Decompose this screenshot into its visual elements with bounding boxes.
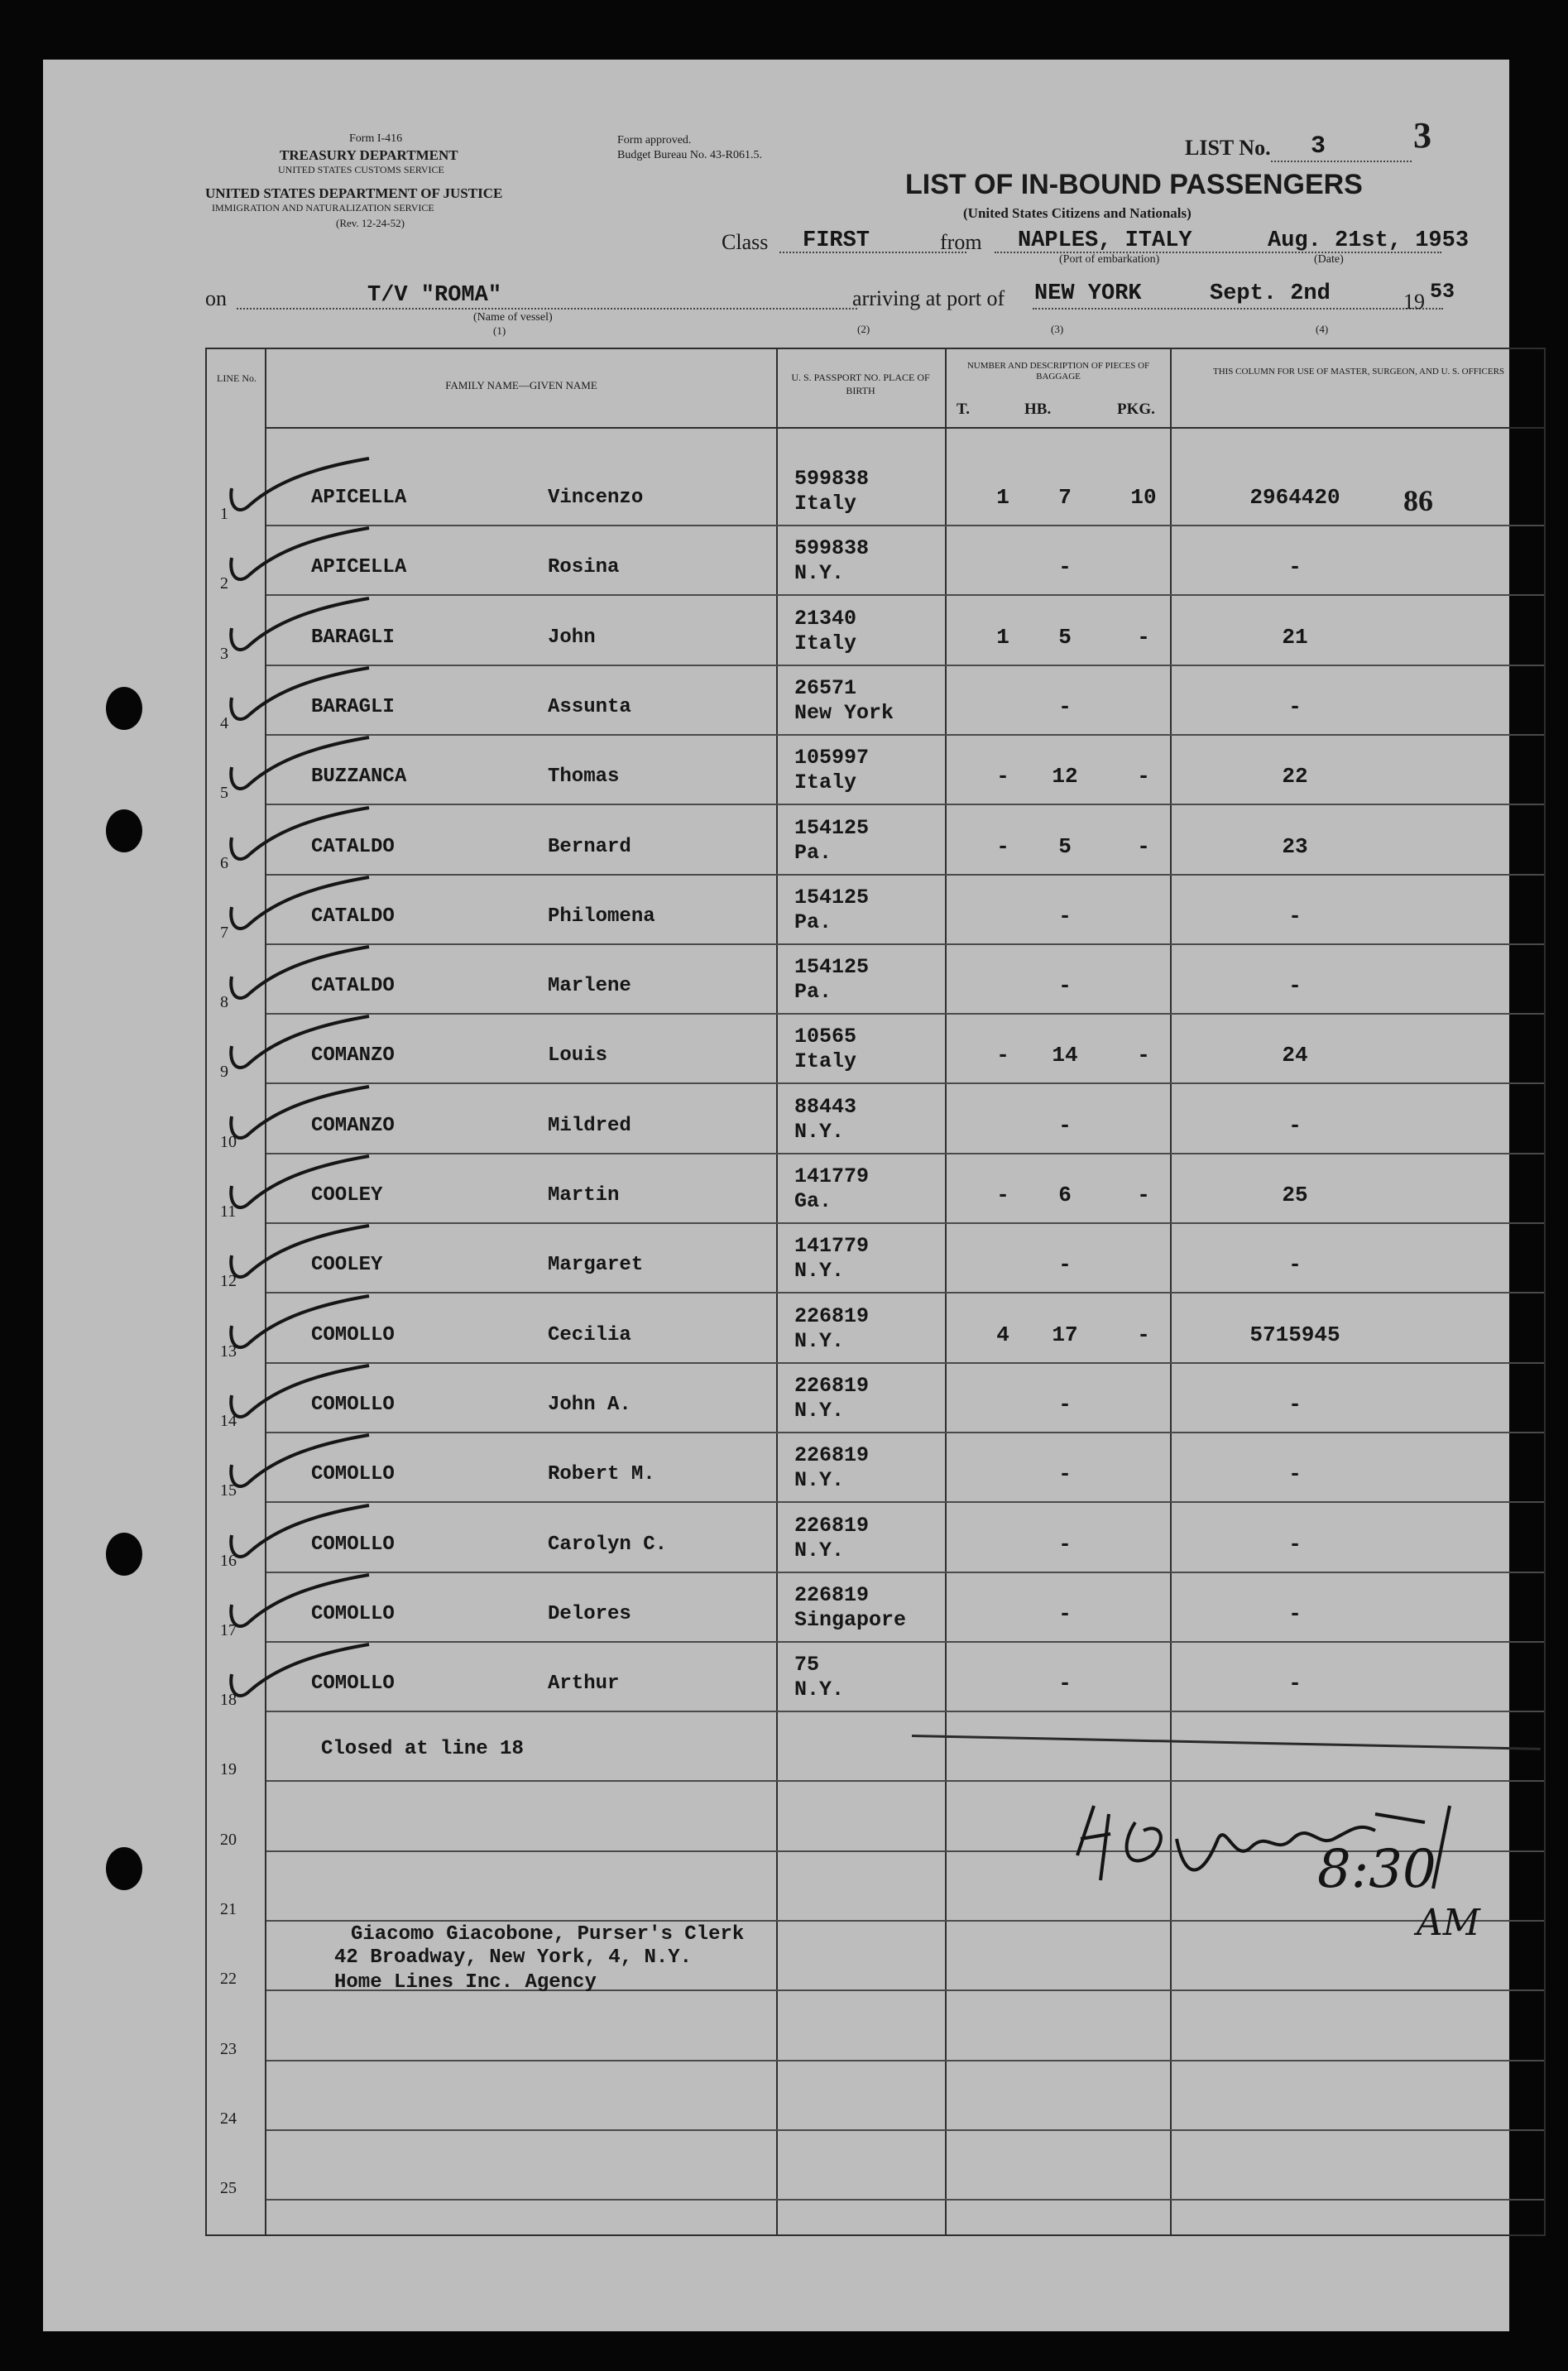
customs-label: UNITED STATES CUSTOMS SERVICE <box>278 164 444 175</box>
clerk-line-1: Giacomo Giacobone, Purser's Clerk <box>351 1923 745 1946</box>
baggage-t: - <box>996 1043 1009 1068</box>
arrive-date-num: (4) <box>1316 323 1329 335</box>
place-of-birth: Italy <box>794 770 857 794</box>
place-of-birth: Pa. <box>794 980 832 1004</box>
place-of-birth: Ga. <box>794 1189 832 1213</box>
officer-note: - <box>1288 554 1302 579</box>
officer-note: - <box>1288 1532 1302 1557</box>
arriving-label: arriving at port of <box>852 286 1005 310</box>
officer-note: - <box>1288 1461 1302 1486</box>
inspector-signature <box>1061 1789 1524 1971</box>
on-label: on <box>205 286 227 310</box>
place-of-birth: Pa. <box>794 910 832 934</box>
check-mark-icon <box>220 804 386 871</box>
check-mark-icon <box>220 665 386 731</box>
family-name: CATALDO <box>311 836 395 858</box>
officer-note: - <box>1288 694 1302 719</box>
col-officers: THIS COLUMN FOR USE OF MASTER, SURGEON, AND U. S. OFFICERS <box>1212 367 1505 377</box>
place-of-birth: Italy <box>794 492 857 516</box>
passport-number: 226819 <box>794 1304 870 1328</box>
class-label: Class <box>722 230 769 254</box>
baggage-hb: 7 <box>1058 485 1072 510</box>
family-name: APICELLA <box>311 556 407 578</box>
baggage-hb: - <box>1058 973 1072 998</box>
officer-note: - <box>1288 1601 1302 1626</box>
row-divider <box>266 525 1544 526</box>
given-name: Louis <box>548 1044 608 1067</box>
baggage-hb: - <box>1058 694 1072 719</box>
baggage-pkg: - <box>1137 834 1150 859</box>
passport-number: 226819 <box>794 1443 870 1467</box>
place-of-birth: N.Y. <box>794 1259 845 1283</box>
line-number: 17 <box>220 1621 237 1639</box>
passport-number: 154125 <box>794 955 870 979</box>
vessel-value: T/V "ROMA" <box>367 283 502 308</box>
passport-number: 141779 <box>794 1234 870 1258</box>
given-name: Bernard <box>548 836 631 858</box>
passport-number: 105997 <box>794 746 870 770</box>
page-title: LIST OF IN-BOUND PASSENGERS <box>905 169 1363 200</box>
baggage-hb: - <box>1058 1252 1072 1277</box>
row-divider <box>266 1013 1544 1015</box>
family-name: CATALDO <box>311 975 395 997</box>
place-of-birth: N.Y. <box>794 1120 845 1144</box>
row-divider <box>266 2060 1544 2061</box>
arriving-num: (2) <box>857 323 870 335</box>
col-line-no: LINE No. <box>217 372 257 384</box>
date-value: Aug. 21st, 1953 <box>1268 228 1470 253</box>
line-number: 8 <box>220 993 228 1011</box>
given-name: Philomena <box>548 905 655 928</box>
check-mark-icon <box>220 943 386 1010</box>
row-divider <box>266 1362 1544 1364</box>
line-number: 9 <box>220 1063 228 1081</box>
line-number: 25 <box>220 2179 237 2197</box>
baggage-hb: 5 <box>1058 834 1072 859</box>
baggage-t: 1 <box>996 485 1009 510</box>
form-number: Form I-416 <box>349 132 403 145</box>
row-divider <box>266 874 1544 876</box>
officer-note: 24 <box>1282 1043 1308 1068</box>
officer-note: 5715945 <box>1249 1322 1340 1347</box>
place-of-birth: Italy <box>794 1049 857 1073</box>
family-name: BARAGLI <box>311 696 395 718</box>
baggage-pkg: - <box>1137 1183 1150 1207</box>
line-number: 10 <box>220 1133 237 1151</box>
family-name: COMOLLO <box>311 1673 395 1695</box>
baggage-hb: 14 <box>1052 1043 1078 1068</box>
place-of-birth: Singapore <box>794 1608 907 1632</box>
line-number: 20 <box>220 1831 237 1849</box>
line-number: 16 <box>220 1552 237 1570</box>
row-divider <box>266 2129 1544 2131</box>
col-baggage: NUMBER AND DESCRIPTION OF PIECES OF BAGGAGE <box>966 361 1150 382</box>
family-name: COMOLLO <box>311 1533 395 1556</box>
passport-number: 599838 <box>794 467 870 491</box>
given-name: Arthur <box>548 1673 620 1695</box>
baggage-hb: - <box>1058 1671 1072 1696</box>
check-mark-icon <box>220 1572 386 1638</box>
given-name: Vincenzo <box>548 487 644 509</box>
given-name: Thomas <box>548 766 620 788</box>
check-mark-icon <box>220 595 386 661</box>
place-of-birth: New York <box>794 701 894 725</box>
passport-number: 226819 <box>794 1514 870 1538</box>
check-mark-icon <box>220 1013 386 1079</box>
line-number: 18 <box>220 1691 237 1709</box>
row-divider <box>266 665 1544 666</box>
baggage-hb: 5 <box>1058 625 1072 650</box>
row-divider <box>266 1432 1544 1433</box>
page-subtitle: (United States Citizens and Nationals) <box>963 205 1192 221</box>
line-number: 5 <box>220 784 228 802</box>
place-of-birth: Pa. <box>794 841 832 865</box>
rev-label: (Rev. 12-24-52) <box>336 217 405 229</box>
col-name: FAMILY NAME—GIVEN NAME <box>445 379 597 391</box>
list-no-handwritten: 3 <box>1413 115 1431 156</box>
class-value: FIRST <box>803 228 870 253</box>
line-number: 23 <box>220 2040 237 2058</box>
officer-extra: 86 <box>1403 484 1433 517</box>
family-name: COOLEY <box>311 1184 383 1207</box>
col-passport: U. S. PASSPORT NO. PLACE OF BIRTH <box>791 372 930 396</box>
officer-note: - <box>1288 1392 1302 1417</box>
given-name: Margaret <box>548 1254 644 1276</box>
baggage-t: - <box>996 764 1009 789</box>
port-embark-caption: (Port of embarkation) <box>1059 253 1160 266</box>
passport-number: 226819 <box>794 1583 870 1607</box>
check-mark-icon <box>220 1153 386 1219</box>
officer-note: 25 <box>1282 1183 1308 1207</box>
passport-number: 10565 <box>794 1025 857 1049</box>
check-mark-icon <box>220 525 386 591</box>
family-name: COOLEY <box>311 1254 383 1276</box>
given-name: Rosina <box>548 556 620 578</box>
line-number: 21 <box>220 1900 237 1918</box>
punch-hole <box>106 809 142 852</box>
passport-number: 26571 <box>794 676 857 700</box>
family-name: COMANZO <box>311 1115 395 1137</box>
family-name: BARAGLI <box>311 626 395 649</box>
row-divider <box>266 594 1544 596</box>
col-bag-hb: HB. <box>1024 401 1052 418</box>
closed-note: Closed at line 18 <box>321 1738 524 1760</box>
row-divider <box>266 1501 1544 1503</box>
check-mark-icon <box>220 1362 386 1428</box>
vessel-num: (1) <box>493 324 506 337</box>
baggage-hb: - <box>1058 904 1072 929</box>
baggage-pkg: - <box>1137 764 1150 789</box>
row-divider <box>266 804 1544 805</box>
given-name: Robert M. <box>548 1463 655 1485</box>
line-number: 11 <box>220 1202 237 1221</box>
row-divider <box>266 1711 1544 1712</box>
passport-number: 88443 <box>794 1095 857 1119</box>
treasury-label: TREASURY DEPARTMENT <box>280 147 458 163</box>
family-name: BUZZANCA <box>311 766 407 788</box>
check-mark-icon <box>220 734 386 800</box>
row-divider <box>266 2199 1544 2201</box>
family-name: COMOLLO <box>311 1463 395 1485</box>
passport-number: 154125 <box>794 886 870 910</box>
manifest-page <box>43 60 1509 2331</box>
place-of-birth: N.Y. <box>794 1468 845 1492</box>
passport-number: 21340 <box>794 607 857 631</box>
given-name: Assunta <box>548 696 631 718</box>
justice-label: UNITED STATES DEPARTMENT OF JUSTICE <box>205 185 503 201</box>
baggage-hb: 17 <box>1052 1322 1078 1347</box>
punch-hole <box>106 1533 142 1576</box>
date-caption: (Date) <box>1314 253 1344 266</box>
line-number: 3 <box>220 645 228 663</box>
place-of-birth: N.Y. <box>794 561 845 585</box>
given-name: Delores <box>548 1603 631 1625</box>
baggage-t: 1 <box>996 625 1009 650</box>
officer-note: 23 <box>1282 834 1308 859</box>
baggage-pkg: - <box>1137 1322 1150 1347</box>
col-bag-pkg: PKG. <box>1117 401 1155 418</box>
baggage-pkg: - <box>1137 625 1150 650</box>
port-value: NEW YORK <box>1034 281 1142 306</box>
baggage-hb: - <box>1058 1113 1072 1138</box>
officer-note: 22 <box>1282 764 1308 789</box>
line-number: 15 <box>220 1481 237 1500</box>
col-bag-t: T. <box>957 401 971 418</box>
officer-note: - <box>1288 1113 1302 1138</box>
place-of-birth: N.Y. <box>794 1677 845 1701</box>
place-of-birth: N.Y. <box>794 1399 845 1423</box>
baggage-pkg: 10 <box>1130 485 1157 510</box>
place-of-birth: N.Y. <box>794 1538 845 1562</box>
list-no-label: LIST No. <box>1185 136 1271 160</box>
arrive-date-value: Sept. 2nd <box>1210 281 1331 306</box>
clerk-line-3: Home Lines Inc. Agency <box>334 1971 597 1994</box>
check-mark-icon <box>220 1222 386 1289</box>
line-number: 12 <box>220 1272 237 1290</box>
year-prefix: 19 <box>1403 290 1425 314</box>
family-name: APICELLA <box>311 487 407 509</box>
line-number: 2 <box>220 574 228 593</box>
vessel-caption: (Name of vessel) <box>473 311 553 324</box>
row-divider <box>266 1641 1544 1643</box>
clerk-line-2: 42 Broadway, New York, 4, N.Y. <box>334 1946 693 1969</box>
place-of-birth: N.Y. <box>794 1329 845 1353</box>
baggage-pkg: - <box>1137 1043 1150 1068</box>
row-divider <box>266 1572 1544 1573</box>
passport-number: 226819 <box>794 1374 870 1398</box>
officer-note: 21 <box>1282 625 1308 650</box>
row-divider <box>266 943 1544 945</box>
baggage-hb: - <box>1058 1392 1072 1417</box>
ins-label: IMMIGRATION AND NATURALIZATION SERVICE <box>212 202 434 214</box>
check-mark-icon <box>220 1502 386 1568</box>
check-mark-icon <box>220 1293 386 1359</box>
from-value: NAPLES, ITALY <box>1018 228 1192 253</box>
line-number: 19 <box>220 1760 237 1778</box>
line-number: 6 <box>220 854 228 872</box>
from-label: from <box>940 230 982 254</box>
row-divider <box>266 1292 1544 1293</box>
row-divider <box>266 1082 1544 1084</box>
officer-note: 2964420 <box>1249 485 1340 510</box>
passport-number: 599838 <box>794 536 870 560</box>
passport-number: 154125 <box>794 816 870 840</box>
given-name: Cecilia <box>548 1324 631 1346</box>
baggage-t: 4 <box>996 1322 1009 1347</box>
year-value: 53 <box>1430 280 1455 304</box>
family-name: COMOLLO <box>311 1394 395 1416</box>
family-name: COMOLLO <box>311 1324 395 1346</box>
handwritten-time: 8:30 <box>1317 1839 1436 1900</box>
passport-number: 141779 <box>794 1164 870 1188</box>
line-number: 1 <box>220 505 228 523</box>
check-mark-icon <box>220 874 386 940</box>
line-number: 4 <box>220 714 228 732</box>
budget-bureau: Budget Bureau No. 43-R061.5. <box>617 149 762 161</box>
passport-number: 75 <box>794 1653 820 1677</box>
handwritten-ampm: AM <box>1417 1902 1480 1944</box>
line-number: 24 <box>220 2109 237 2128</box>
given-name: Carolyn C. <box>548 1533 668 1556</box>
family-name: COMANZO <box>311 1044 395 1067</box>
row-divider <box>266 1780 1544 1782</box>
list-no-value: 3 <box>1311 132 1326 161</box>
officer-note: - <box>1288 973 1302 998</box>
baggage-hb: - <box>1058 1532 1072 1557</box>
check-mark-icon <box>220 1641 386 1707</box>
given-name: Martin <box>548 1184 620 1207</box>
given-name: Marlene <box>548 975 631 997</box>
baggage-hb: - <box>1058 554 1072 579</box>
check-mark-icon <box>220 1083 386 1150</box>
baggage-t: - <box>996 834 1009 859</box>
family-name: CATALDO <box>311 905 395 928</box>
row-divider <box>266 1222 1544 1224</box>
family-name: COMOLLO <box>311 1603 395 1625</box>
baggage-t: - <box>996 1183 1009 1207</box>
line-number: 13 <box>220 1342 237 1361</box>
closing-rule <box>912 1735 1541 1750</box>
officer-note: - <box>1288 904 1302 929</box>
baggage-hb: - <box>1058 1461 1072 1486</box>
officer-note: - <box>1288 1252 1302 1277</box>
punch-hole <box>106 1847 142 1890</box>
given-name: John A. <box>548 1394 631 1416</box>
line-number: 22 <box>220 1970 237 1988</box>
check-mark-icon <box>220 1432 386 1498</box>
line-number: 14 <box>220 1412 237 1430</box>
baggage-hb: 6 <box>1058 1183 1072 1207</box>
given-name: John <box>548 626 596 649</box>
row-divider <box>266 1153 1544 1154</box>
place-of-birth: Italy <box>794 631 857 655</box>
port-num: (3) <box>1051 323 1064 335</box>
check-mark-icon <box>220 455 386 521</box>
form-approved: Form approved. <box>617 134 692 146</box>
baggage-hb: 12 <box>1052 764 1078 789</box>
row-divider <box>266 734 1544 736</box>
given-name: Mildred <box>548 1115 631 1137</box>
officer-note: - <box>1288 1671 1302 1696</box>
line-number: 7 <box>220 924 228 942</box>
baggage-hb: - <box>1058 1601 1072 1626</box>
punch-hole <box>106 687 142 730</box>
